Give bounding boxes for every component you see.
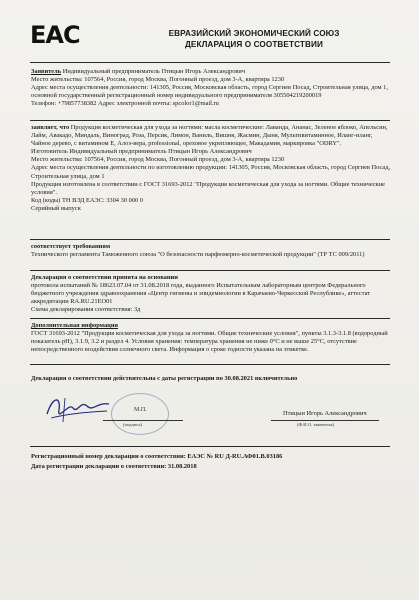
registration-number: Регистрационный номер декларации о соответствии: ЕАЭС № RU Д-RU.АФ01.В.03186: [31, 453, 283, 460]
basis-label: Декларация о соответствии принята на основании: [31, 274, 178, 281]
applicant-section: [31, 68, 391, 108]
manufacturer-residence: Место жительства: 107564, Россия, город Москва, Погонный проезд, дом 3-А, квартира 1230: [31, 156, 285, 164]
signature-area: [31, 392, 391, 440]
declares-label: заявляет, что: [31, 124, 70, 131]
union-name: ЕВРАЗИЙСКИЙ ЭКОНОМИЧЕСКИЙ СОЮЗ: [168, 29, 340, 38]
signer-name: Птицын Игорь Александрович: [283, 410, 367, 417]
name-caption: (Ф.И.О. заявителя): [297, 422, 334, 427]
name-line: [271, 420, 379, 421]
manufacturer: Изготовитель Индивидуальный предприниматель Птицын Игорь Александрович: [31, 148, 252, 156]
additional-text: ГОСТ 31693-2012 "Продукция косметическая для ухода за ногтями. Общие технические условия", пункты 3.1.3-3.1.8 (водородный показатель pH), 3.1.9, 3.2 и раздел 4. Условия хранения: температура хранения не ниже 0°С и не выше 25°С, отсутствие непосредственного воздействия солнечного света. Информация о сроке годности указана на этикетке.: [31, 330, 388, 354]
requirements-text: Технического регламента Таможенного союза "О безопасности парфюмерно-косметической продукции" (ТР ТС 009/2011): [31, 251, 365, 259]
divider: [30, 239, 390, 240]
tnved-code: Код (коды) ТН ВЭД ЕАЭС: 3304 30 000 0: [31, 196, 143, 204]
additional-section: [31, 322, 391, 354]
basis-text: протокола испытаний № 18623.07.04 от 31.08.2018 года, выданного Испытательным лабораторным центром Федерального бюджетного учреждения здравоохранения «Центр гигиены и эпидемиологии в Карачаево-Черкесской Республике», аттестат аккредитации RA.RU.21EO01: [31, 282, 371, 306]
manufacturer-address: Адрес места осуществления деятельности по изготовлению продукции: 141305, Россия, Московская область, город Сергиев Посад, Строительная улица, дом 1: [31, 164, 391, 180]
series-type: Серийный выпуск: [31, 204, 81, 212]
signature-line: [103, 420, 183, 421]
divider: [30, 270, 390, 271]
divider: [30, 446, 390, 447]
additional-label: Дополнительная информация: [31, 322, 118, 329]
applicant-name: Индивидуальный предприниматель Птицын Игорь Александрович: [62, 68, 246, 75]
product-description: Продукция косметическая для ухода за ногтями: масла косметические: Лаванда, Ананас, Зеленое яблоко, Апельсин, Лайм, Авакадо, Миндаль, Виноград, Роза, Персик, Лимон, Ваниль, Вишня, Жасмин, Дыня, Мультивитаминное, Иланг-иланг, Чайное дерево, с витамином Е, Алоэ-вера, professional, ореховое укрепляющее, Макадамия, маркировка "ODRY".: [31, 124, 388, 148]
applicant-residence: Место жительства: 107564, Россия, город Москва, Погонный проезд, дом 3-А, квартира 1230: [31, 76, 285, 84]
divider: [30, 318, 390, 319]
registration-section: [31, 452, 391, 472]
stamp-label: М.П.: [134, 407, 147, 413]
validity-text: Декларация о соответствии действительна с даты регистрации по 30.08.2021 включительно: [31, 375, 298, 382]
product-section: [31, 124, 391, 213]
applicant-label: Заявитель: [31, 68, 62, 75]
divider: [30, 364, 390, 365]
registration-date: Дата регистрации декларации о соответствии: 31.08.2018: [31, 463, 197, 470]
basis-section: [31, 274, 391, 314]
applicant-activity-address: Адрес места осуществления деятельности: 141305, Россия, Московская область, город Сергиев Посад, Строительная улица, дом 1, основной государственный регистрационный номер индивидуального предпринимателя 305504219200019: [31, 84, 388, 100]
validity-section: [31, 375, 391, 383]
divider: [30, 62, 390, 63]
document-header: [118, 28, 390, 50]
declaration-scheme: Схема декларирования соответствия: 3д: [31, 306, 141, 314]
requirements-label: соответствует требованиям: [31, 243, 111, 250]
divider: [30, 120, 390, 121]
requirements-section: [31, 243, 391, 259]
eac-logo: EAC: [30, 21, 80, 49]
document-title: ДЕКЛАРАЦИЯ О СООТВЕТСТВИИ: [185, 40, 323, 49]
signature-caption: (подпись): [123, 422, 143, 427]
product-standard: Продукция изготовлена в соответствии с ГОСТ 31693-2012 "Продукция косметическая для ухода за ногтями. Общие технические условия".: [31, 180, 386, 196]
stamp-seal: [111, 393, 169, 435]
applicant-contacts: Телефон: +79857738382 Адрес электронной почты: spcolor1@mail.ru: [31, 100, 219, 108]
